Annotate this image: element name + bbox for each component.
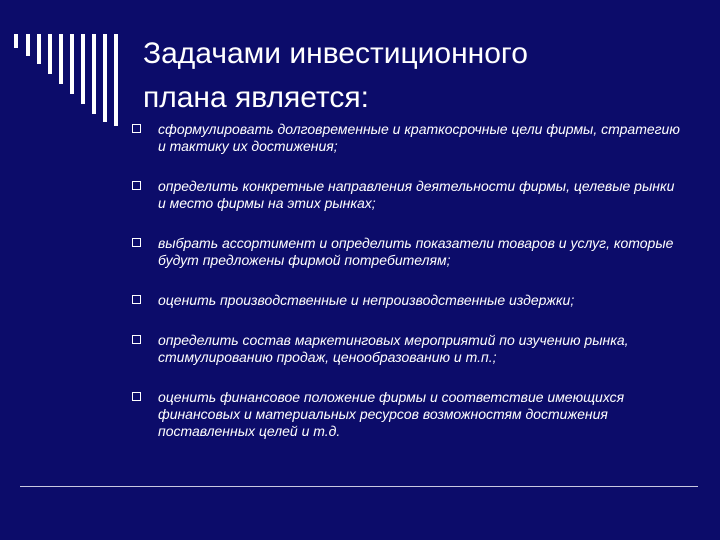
square-bullet-icon — [132, 392, 141, 401]
list-item — [132, 389, 680, 440]
stripe — [48, 34, 52, 74]
list-item — [132, 235, 680, 269]
list-item-text: определить конкретные направления деятельности фирмы, целевые рынки и место фирмы на этих рынках; — [158, 178, 675, 211]
list-item-text: оценить финансовое положение фирмы и соответствие имеющихся финансовых и материальных ресурсов возможностям достижения поставленных целей и т.д. — [158, 389, 625, 439]
square-bullet-icon — [132, 295, 141, 304]
list-item — [132, 292, 680, 309]
stripe — [26, 34, 30, 56]
list-item-text: сформулировать долговременные и краткосрочные цели фирмы, стратегию и тактику их достижения; — [158, 121, 680, 154]
slide-title — [143, 32, 683, 120]
list-item-text: оценить производственные и непроизводственные издержки; — [158, 292, 575, 308]
stripe — [70, 34, 74, 94]
stripe — [114, 34, 118, 126]
task-list — [132, 121, 680, 463]
footer-divider — [20, 486, 698, 487]
decorative-stripes — [14, 34, 124, 124]
stripe — [81, 34, 85, 104]
stripe — [59, 34, 63, 84]
list-item-text: выбрать ассортимент и определить показатели товаров и услуг, которые будут предложены фирмой потребителям; — [158, 235, 674, 268]
list-item — [132, 332, 680, 366]
square-bullet-icon — [132, 181, 141, 190]
list-item — [132, 121, 680, 155]
stripe — [92, 34, 96, 114]
stripe — [37, 34, 41, 64]
square-bullet-icon — [132, 124, 141, 133]
list-item-text: определить состав маркетинговых мероприятий по изучению рынка, стимулированию продаж, ценообразованию и т.п.; — [158, 332, 629, 365]
title-line-1: Задачами инвестиционного — [143, 37, 528, 70]
title-line-2: плана является: — [143, 81, 369, 114]
square-bullet-icon — [132, 238, 141, 247]
stripe — [103, 34, 107, 122]
stripe — [14, 34, 18, 48]
list-item — [132, 178, 680, 212]
square-bullet-icon — [132, 335, 141, 344]
